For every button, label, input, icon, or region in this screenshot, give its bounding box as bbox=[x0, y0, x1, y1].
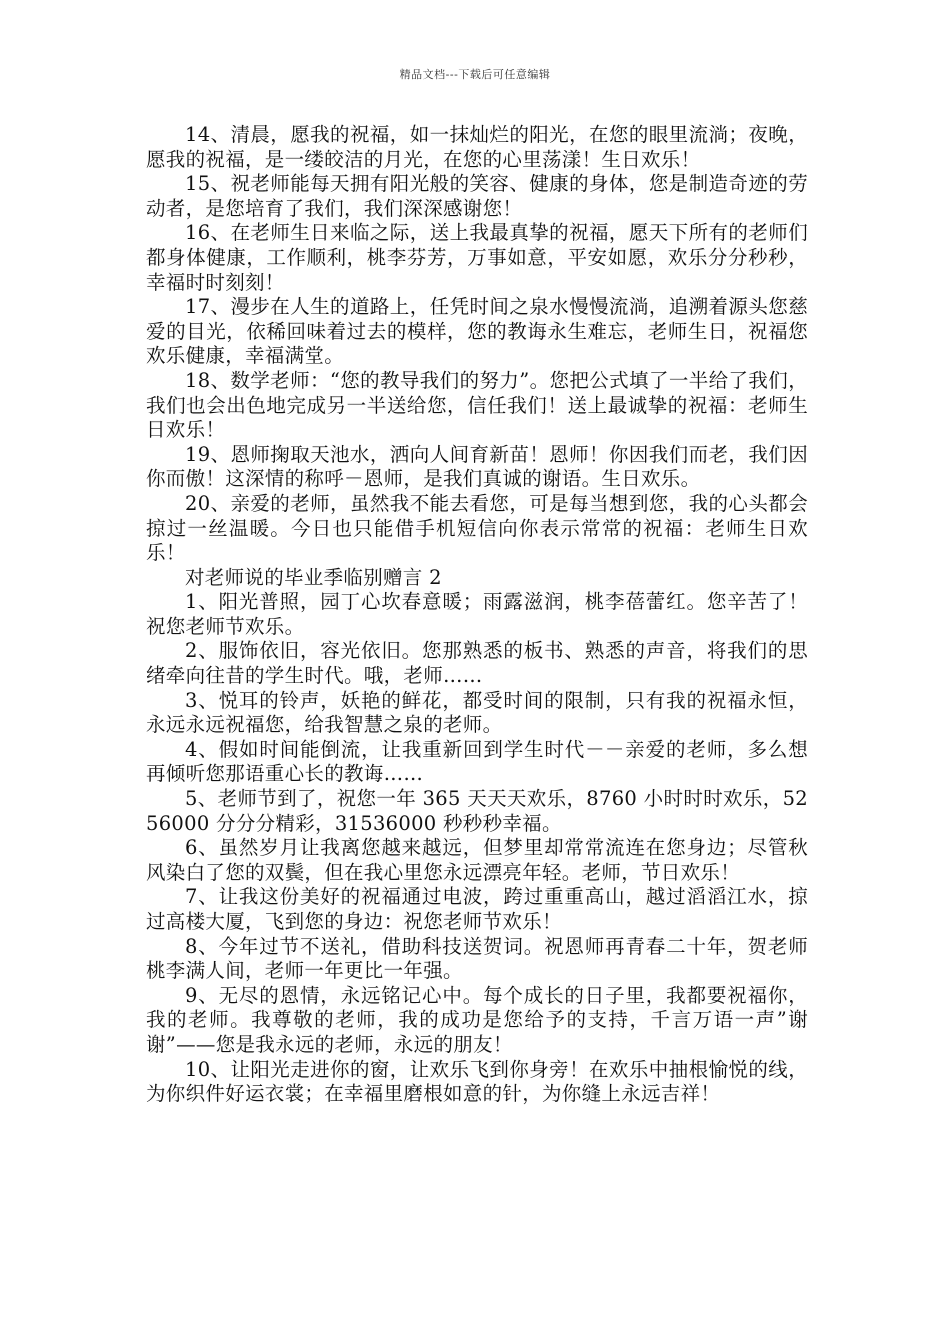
section-heading: 对老师说的毕业季临别赠言 2 bbox=[185, 565, 442, 589]
paragraph-16: 16、在老师生日来临之际，送上我最真挚的祝福，愿天下所有的老师们都身体健康，工作顺利，桃李芬芳，万事如意，平安如愿，欢乐分分秒秒，幸福时时刻刻！ bbox=[146, 221, 808, 294]
paragraph-15: 15、祝老师能每天拥有阳光般的笑容、健康的身体，您是制造奇迹的劳动者，是您培育了我们，我们深深感谢您！ bbox=[146, 172, 808, 220]
paragraph-17: 17、漫步在人生的道路上，任凭时间之泉水慢慢流淌，追溯着源头您慈爱的目光，依稀回味着过去的模样，您的教诲永生难忘，老师生日，祝福您欢乐健康，幸福满堂。 bbox=[146, 295, 808, 368]
paragraph-1: 1、阳光普照，园丁心坎春意暖；雨露滋润，桃李蓓蕾红。您辛苦了！祝您老师节欢乐。 bbox=[146, 590, 808, 638]
paragraph-7: 7、让我这份美好的祝福通过电波，跨过重重高山，越过滔滔江水，掠过高楼大厦，飞到您的身边：祝您老师节欢乐！ bbox=[146, 885, 808, 933]
paragraph-3: 3、悦耳的铃声，妖艳的鲜花，都受时间的限制，只有我的祝福永恒，永远永远祝福您，给我智慧之泉的老师。 bbox=[146, 688, 808, 737]
paragraph-8: 8、今年过节不送礼，借助科技送贺词。祝恩师再青春二十年，贺老师桃李满人间，老师一年更比一年强。 bbox=[146, 934, 808, 983]
paragraph-2: 2、服饰依旧，容光依旧。您那熟悉的板书、熟悉的声音，将我们的思绪牵向往昔的学生时代。哦，老师…… bbox=[146, 639, 808, 688]
paragraph-14: 14、清晨，愿我的祝福，如一抹灿烂的阳光，在您的眼里流淌；夜晚，愿我的祝福，是一缕皎洁的月光，在您的心里荡漾！生日欢乐！ bbox=[146, 123, 808, 171]
document-body bbox=[146, 123, 808, 1107]
page-header: 精品文档---下载后可任意编辑 bbox=[399, 68, 551, 81]
paragraph-10: 10、让阳光走进你的窗，让欢乐飞到你身旁！在欢乐中抽根愉悦的线，为你织件好运衣裳；在幸福里磨根如意的针，为你缝上永远吉祥！ bbox=[146, 1057, 808, 1106]
paragraph-5: 5、老师节到了，祝您一年 365 天天天欢乐，8760 小时时时欢乐，5256000 分分分精彩，31536000 秒秒秒幸福。 bbox=[146, 787, 808, 835]
paragraph-20: 20、亲爱的老师，虽然我不能去看您，可是每当想到您，我的心头都会掠过一丝温暖。今日也只能借手机短信向你表示常常的祝福：老师生日欢乐！ bbox=[146, 491, 808, 565]
paragraph-9: 9、无尽的恩情，永远铭记心中。每个成长的日子里，我都要祝福你，我的老师。我尊敬的老师，我的成功是您给予的支持，千言万语一声”谢谢”——您是我永远的老师，永远的朋友！ bbox=[146, 983, 808, 1056]
paragraph-18: 18、数学老师：“您的教导我们的努力”。您把公式填了一半给了我们，我们也会出色地完成另一半送给您，信任我们！送上最诚挚的祝福：老师生日欢乐！ bbox=[146, 368, 808, 442]
paragraph-19: 19、恩师掬取天池水，洒向人间育新苗！恩师！你因我们而老，我们因你而傲！这深情的称呼－恩师，是我们真诚的谢语。生日欢乐。 bbox=[146, 442, 808, 491]
paragraph-4: 4、假如时间能倒流，让我重新回到学生时代－－亲爱的老师，多么想再倾听您那语重心长的教诲…… bbox=[146, 737, 808, 786]
paragraph-6: 6、虽然岁月让我离您越来越远，但梦里却常常流连在您身边；尽管秋风染白了您的双鬓，但在我心里您永远漂亮年轻。老师，节日欢乐！ bbox=[146, 836, 808, 884]
